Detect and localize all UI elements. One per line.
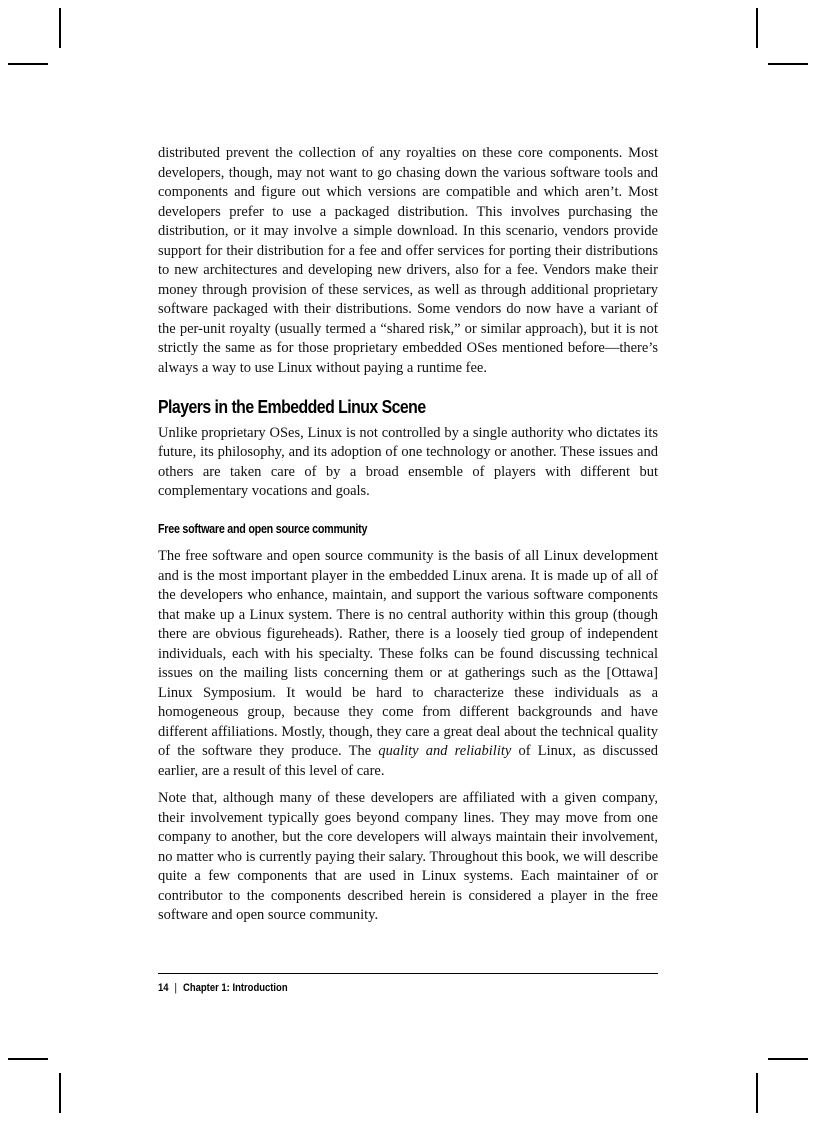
community-paragraph (158, 547, 658, 781)
community-paragraph-text: The free software and open source community is the basis of all Linux development and is the most important player in the embedded Linux arena. It is made up of all of the developers who enhance, maintain, and support the various software components that make up a Linux system. There is no central authority within this group (though there are obvious figureheads). Rather, there is a loosely tied group of independent individuals, each with his specialty. These folks can be found discussing technical issues on the mailing lists concerning them or at gatherings such as the [Ottawa] Linux Symposium. It would be hard to characterize these individuals as a homogeneous group, because they come from different backgrounds and have different affiliations. Mostly, though, they care a great deal about the technical quality of the software they produce. The (158, 548, 658, 759)
footer-separator: | (174, 982, 178, 994)
subsection-heading: Free software and open source community (158, 521, 368, 536)
quality-reliability-emphasis: quality and reliability (378, 743, 512, 759)
crop-mark-top-left-horizontal (8, 63, 48, 65)
crop-mark-bottom-left-horizontal (8, 1058, 48, 1060)
community-paragraph-tail: of Linux, as discussed earlier, are a result of this level of care. (158, 743, 659, 779)
crop-mark-bottom-left-vertical (59, 1073, 61, 1113)
section-heading: Players in the Embedded Linux Scene (158, 397, 426, 417)
crop-mark-top-right-vertical (756, 8, 758, 48)
crop-mark-top-right-horizontal (768, 63, 808, 65)
involvement-paragraph: Note that, although many of these developers are affiliated with a given company, their involvement typically goes beyond company lines. They may move from one company to another, but the core developers will always maintain their involvement, no matter who is currently paying their salary. Throughout this book, we will describe quite a few components that are used in Linux systems. Each maintainer of or contributor to the components described herein is considered a player in the free software and open source community. (158, 790, 658, 923)
crop-mark-bottom-right-horizontal (768, 1058, 808, 1060)
intro-paragraph: distributed prevent the collection of any royalties on these core components. Most developers, though, may not want to go chasing down the various software tools and components and figure out which versions are compatible and which aren’t. Most developers prefer to use a packaged distribution. This involves purchasing the distribution, or it may involve a simple download. In this scenario, vendors provide support for their distribution for a fee and offer services for porting their distributions to new architectures and developing new drivers, also for a fee. Vendors make their money through provision of these services, as well as through additional proprietary software packaged with their distributions. Some vendors do now have a variant of the per-unit royalty (usually termed a “shared risk,” or similar approach), but it is not strictly the same as for those proprietary embedded OSes mentioned before—there’s always a way to use Linux without paying a runtime fee. (158, 145, 658, 376)
crop-mark-top-left-vertical (59, 8, 61, 48)
crop-mark-bottom-right-vertical (756, 1073, 758, 1113)
footer-rule (158, 973, 658, 974)
section-paragraph: Unlike proprietary OSes, Linux is not controlled by a single authority who dictates its future, its philosophy, and its adoption of one technology or another. These issues and others are taken care of by a broad ensemble of players with different but complementary vocations and goals. (158, 424, 658, 499)
page-footer (158, 982, 288, 994)
page-number: 14 (158, 982, 169, 994)
chapter-title: Chapter 1: Introduction (183, 982, 288, 994)
page-body (158, 144, 658, 934)
